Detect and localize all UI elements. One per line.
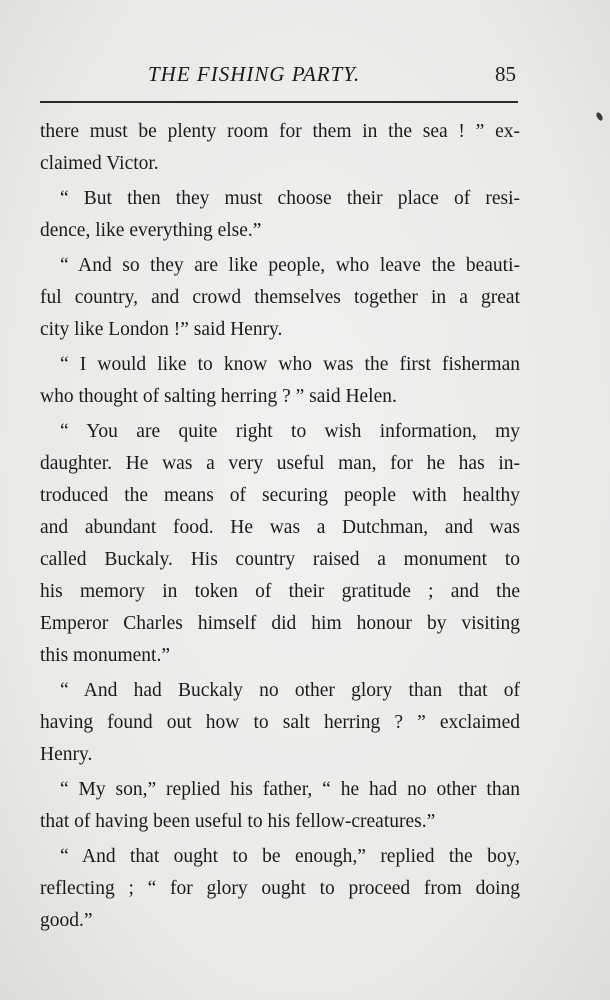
running-title: THE FISHING PARTY. [148,62,361,86]
header-rule [40,101,518,103]
text-line: ful country, and crowd themselves together in a great [40,287,520,308]
text-line: called Buckaly. His country raised a monument to [40,549,520,570]
text-line: “ You are quite right to wish information, my [60,421,520,442]
page-header [40,58,520,90]
text-line: this monument.” [40,645,170,666]
text-line: troduced the means of securing people with healthy [40,485,520,506]
text-line: “ And that ought to be enough,” replied the boy, [60,846,520,867]
text-line: Emperor Charles himself did him honour by visiting [40,613,520,634]
text-line: and abundant food. He was a Dutchman, and was [40,517,520,538]
text-line: “ But then they must choose their place of resi- [60,188,520,209]
text-line: city like London !” said Henry. [40,319,283,340]
text-line: “ My son,” replied his father, “ he had no other than [60,779,520,800]
text-line: “ And had Buckaly no other glory than that of [60,680,520,701]
text-line: Henry. [40,744,93,765]
ink-spot [595,111,604,121]
text-line: dence, like everything else.” [40,220,262,241]
text-line: who thought of salting herring ? ” said Helen. [40,386,397,407]
text-line: good.” [40,910,93,931]
page-number: 85 [495,62,516,86]
text-line: there must be plenty room for them in the sea ! ” ex- [40,121,520,142]
text-line: daughter. He was a very useful man, for he has in- [40,453,520,474]
text-line: his memory in token of their gratitude ; and the [40,581,520,602]
text-line: claimed Victor. [40,153,159,174]
text-line: reflecting ; “ for glory ought to proceed from doing [40,878,520,899]
text-line: having found out how to salt herring ? ” exclaimed [40,712,520,733]
text-line: “ And so they are like people, who leave the beauti- [60,255,520,276]
text-line: “ I would like to know who was the first fisherman [60,354,520,375]
text-line: that of having been useful to his fellow-creatures.” [40,811,436,832]
